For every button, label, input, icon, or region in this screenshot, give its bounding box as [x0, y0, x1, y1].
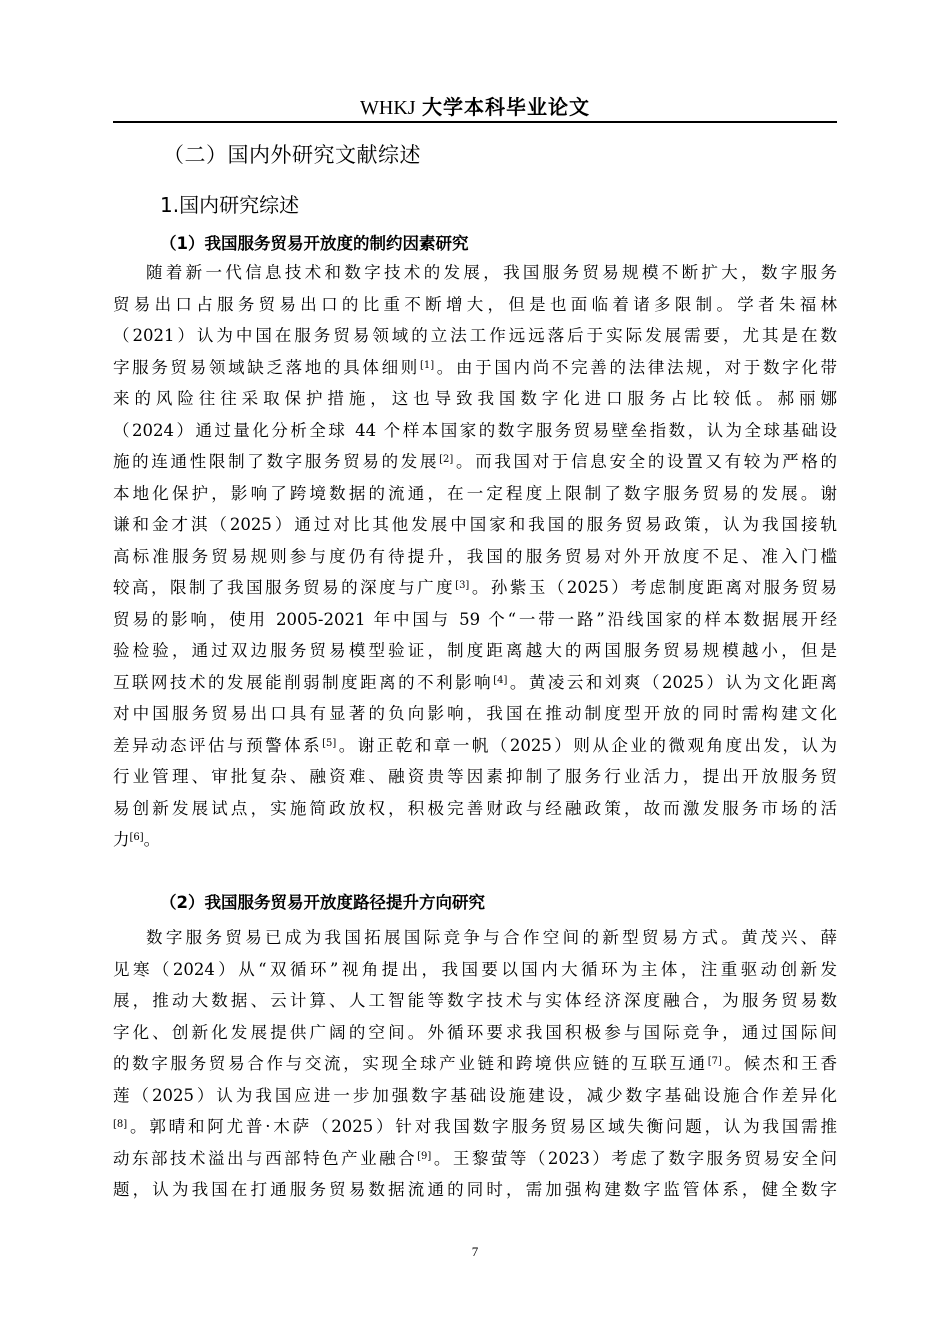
text-line: 施的连通性限制了数字服务贸易的发展[2]。而我国对于信息安全的设置又有较为严格的 — [113, 452, 837, 471]
text-line: 谦和金才淇（2025）通过对比其他发展中国家和我国的服务贸易政策，认为我国接轨 — [113, 515, 837, 534]
section-title: （二）国内外研究文献综述 — [163, 143, 421, 167]
text-line: 行业管理、审批复杂、融资难、融资贵等因素抑制了服务行业活力，提出开放服务贸 — [113, 767, 837, 786]
text-line: 力[6]。 — [113, 830, 161, 849]
text-line: 展，推动大数据、云计算、人工智能等数字技术与实体经济深度融合，为服务贸易数 — [113, 991, 837, 1010]
header-title: 大学本科毕业论文 — [421, 95, 590, 119]
text-line: 互联网技术的发展能削弱制度距离的不利影响[4]。黄凌云和刘爽（2025）认为文化距离 — [113, 672, 837, 692]
text-line: 题，认为我国在打通服务贸易数据流通的同时，需加强构建数字监管体系，健全数字 — [113, 1180, 837, 1199]
text-line: [8]。郭晴和阿尤普·木萨（2025）针对我国数字服务贸易区域失衡问题，认为我国需推 — [113, 1117, 837, 1136]
text-line: 字化、创新化发展提供广阔的空间。外循环要求我国积极参与国际竞争，通过国际间 — [113, 1022, 837, 1042]
running-header — [113, 92, 837, 122]
text-line: 对中国服务贸易出口具有显著的负向影响，我国在推动制度型开放的同时需构建文化 — [113, 704, 837, 723]
subsection-title: 1.国内研究综述 — [160, 193, 300, 217]
text-line: 贸易出口占服务贸易出口的比重不断增大，但是也面临着诸多限制。学者朱福林 — [113, 294, 837, 314]
topic1-paragraph — [113, 257, 837, 856]
text-line: 易创新发展试点，实施简政放权，积极完善财政与经融政策，故而激发服务市场的活 — [113, 798, 837, 818]
citation: [3] — [455, 580, 470, 591]
header-latin: WHKJ — [360, 97, 416, 119]
topic2-paragraph — [113, 922, 837, 1206]
header-rule — [113, 121, 837, 123]
text-line: （2021）认为中国在服务贸易领域的立法工作远远落后于实际发展需要，尤其是在数 — [113, 326, 837, 345]
citation: [1] — [419, 359, 435, 371]
text-line: 贸易的影响，使用 2005-2021 年中国与 59 个“一带一路”沿线国家的样本数据展开经 — [113, 609, 837, 629]
citation: [9] — [417, 1150, 432, 1162]
text-line: 字服务贸易领域缺乏落地的具体细则[1]。由于国内尚不完善的法律法规，对于数字化带 — [113, 357, 837, 377]
text-line: 差异动态评估与预警体系[5]。谢正乾和章一帆（2025）则从企业的微观角度出发，认为 — [113, 735, 837, 755]
citation: [7] — [707, 1056, 722, 1067]
citation: [4] — [493, 674, 508, 686]
citation: [8] — [113, 1119, 128, 1130]
text-line: 较高，限制了我国服务贸易的深度与广度[3]。孙紫玉（2025）考虑制度距离对服务贸易 — [113, 578, 837, 597]
citation: [5] — [322, 737, 337, 749]
text-line: 高标准服务贸易规则参与度仍有待提升，我国的服务贸易对外开放度不足、准入门槛 — [113, 546, 837, 566]
text-line: 验检验，通过双边服务贸易模型验证，制度距离越大的两国服务贸易规模越小，但是 — [113, 641, 837, 660]
text-line: 来的风险往往采取保护措施，这也导致我国数字化进口服务占比较低。郝丽娜 — [113, 389, 837, 408]
text-line: （2024）通过量化分析全球 44 个样本国家的数字服务贸易壁垒指数，认为全球基础设 — [113, 420, 837, 440]
citation: [2] — [439, 454, 454, 465]
text-line: 本地化保护，影响了跨境数据的流通，在一定程度上限制了数字服务贸易的发展。谢 — [113, 483, 837, 503]
text-line: 见寒（2024）从“双循环”视角提出，我国要以国内大循环为主体，注重驱动创新发 — [113, 959, 837, 979]
text-line: 数字服务贸易已成为我国拓展国际竞争与合作空间的新型贸易方式。黄茂兴、薛 — [146, 928, 837, 947]
topic1-heading: （1）我国服务贸易开放度的制约因素研究 — [160, 234, 469, 253]
citation: [6] — [129, 832, 144, 843]
page-number: 7 — [471, 1244, 479, 1259]
text-line: 的数字服务贸易合作与交流，实现全球产业链和跨境供应链的互联互通[7]。候杰和王香 — [113, 1054, 837, 1073]
text-line: 莲（2025）认为我国应进一步加强数字基础设施建设，减少数字基础设施合作差异化 — [113, 1085, 837, 1105]
text-line: 随着新一代信息技术和数字技术的发展，我国服务贸易规模不断扩大，数字服务 — [146, 263, 837, 282]
text-line: 动东部技术溢出与西部特色产业融合[9]。王黎萤等（2023）考虑了数字服务贸易安全问 — [113, 1148, 837, 1168]
topic2-heading: （2）我国服务贸易开放度路径提升方向研究 — [160, 893, 485, 912]
